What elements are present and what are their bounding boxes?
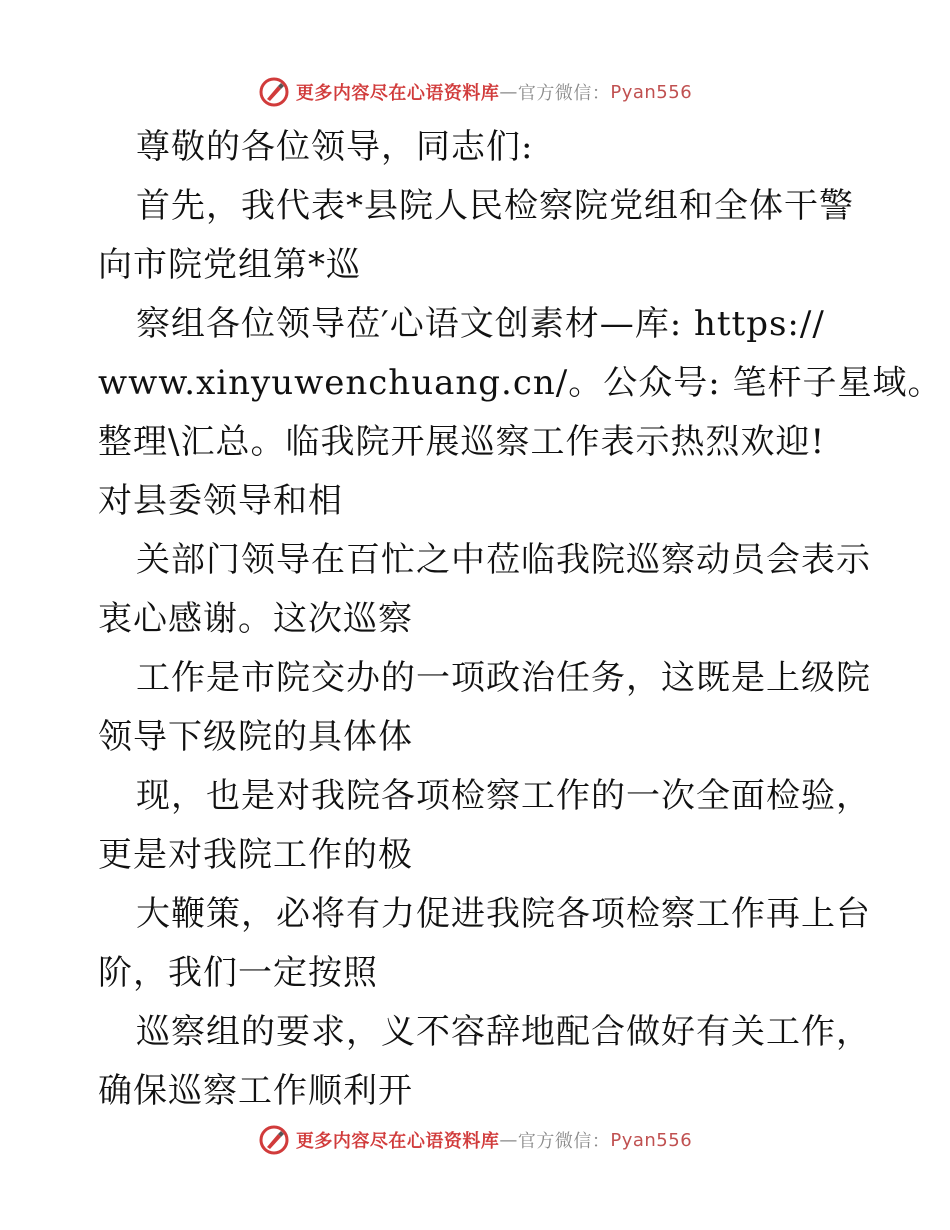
paragraph-line: 对县委领导和相 xyxy=(98,481,343,521)
paragraph-line: 确保巡察工作顺利开 xyxy=(98,1071,413,1111)
paragraph-line: 领导下级院的具体体 xyxy=(98,717,413,757)
watermark-dash: — xyxy=(499,1129,518,1151)
watermark-dash: — xyxy=(499,81,518,103)
watermark-site-text: 更多内容尽在心语资料库 xyxy=(295,83,500,104)
paragraph-line: 现，也是对我院各项检察工作的一次全面检验， xyxy=(136,776,871,816)
watermark-label: 官方微信： xyxy=(517,1131,611,1152)
paragraph-line: 大鞭策，必将有力促进我院各项检察工作再上台 xyxy=(136,894,871,934)
document-body xyxy=(98,118,943,1121)
pen-circle-logo-icon xyxy=(258,76,290,108)
paragraph-line: www.xinyuwenchuang.cn/。公众号: 笔杆子星域。 xyxy=(98,363,943,403)
paragraph-line: 向市院党组第*巡 xyxy=(98,245,361,285)
paragraph-line: 察组各位领导莅′心语文创素材—库: https:// xyxy=(136,304,825,344)
header-watermark xyxy=(0,72,950,112)
paragraph-line: 更是对我院工作的极 xyxy=(98,835,413,875)
paragraph-line: 工作是市院交办的一项政治任务，这既是上级院 xyxy=(136,658,871,698)
paragraph-line: 关部门领导在百忙之中莅临我院巡察动员会表示 xyxy=(136,540,871,580)
pen-circle-logo-icon xyxy=(258,1124,290,1156)
footer-watermark xyxy=(0,1120,950,1160)
paragraph-line: 阶，我们一定按照 xyxy=(98,953,378,993)
watermark-site-text: 更多内容尽在心语资料库 xyxy=(295,1131,500,1152)
paragraph-line: 整理\汇总。临我院开展巡察工作表示热烈欢迎! xyxy=(98,422,826,462)
watermark-wechat-id: Pyan556 xyxy=(610,81,693,103)
paragraph-line: 衷心感谢。这次巡察 xyxy=(98,599,413,639)
salutation-line: 尊敬的各位领导，同志们: xyxy=(136,127,534,167)
watermark-wechat-id: Pyan556 xyxy=(610,1129,693,1151)
watermark-label: 官方微信： xyxy=(517,83,611,104)
paragraph-line: 巡察组的要求，义不容辞地配合做好有关工作， xyxy=(136,1012,871,1052)
paragraph-line: 首先，我代表*县院人民检察院党组和全体干警 xyxy=(136,186,854,226)
